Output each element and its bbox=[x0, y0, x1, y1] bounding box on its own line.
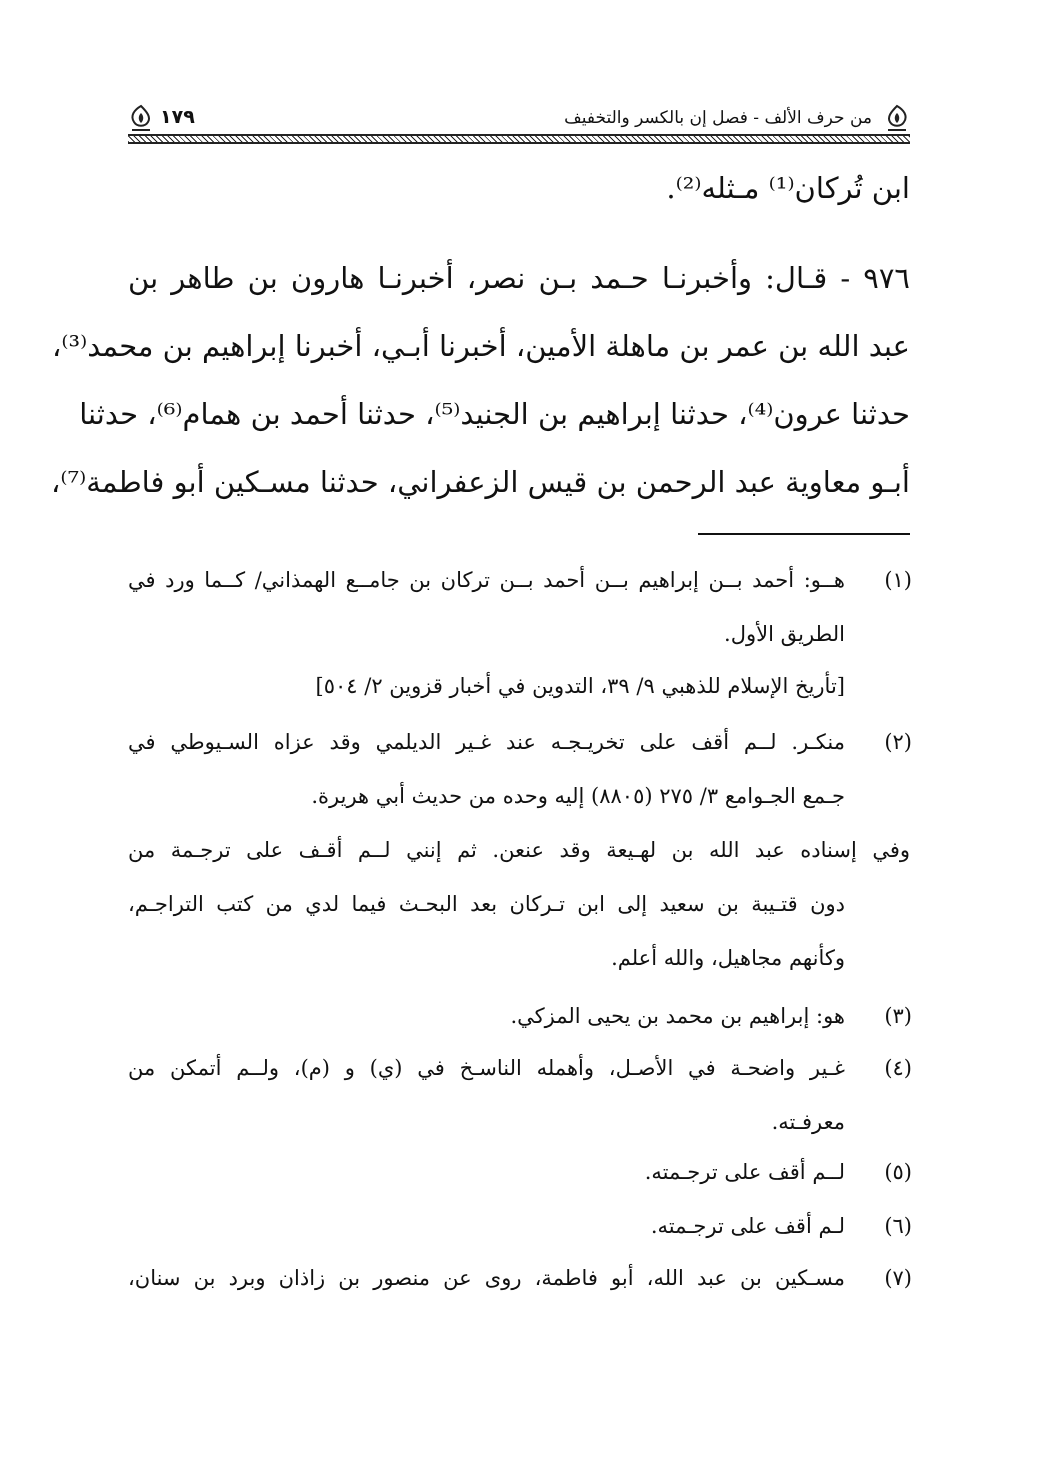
text-line: ابن تُركان⁽¹⁾ مـثله⁽²⁾. bbox=[666, 171, 910, 205]
footnote-line: دون قتـيبة بن سعيد إلى ابن تـركان بعد البحـث فيما لدي من كتب التراجـم، bbox=[128, 892, 845, 916]
footnote-marker: (٣) bbox=[884, 1004, 912, 1028]
footnote-line: لـم أقف على ترجـمته. bbox=[650, 1214, 845, 1238]
text-line: أبـو معاوية عبد الرحمن بن قيس الزعفراني، حدثنا مسـكين أبو فاطمة⁽⁷⁾، bbox=[51, 465, 910, 499]
footnote-line: الطريق الأول. bbox=[724, 622, 845, 646]
header-rule bbox=[128, 134, 910, 144]
text-line: ٩٧٦ - قـال: وأخبرنـا حـمد بـن نصر، أخبرنـا هارون بن طاهر بن bbox=[128, 261, 910, 295]
ornament-icon bbox=[128, 104, 154, 134]
footnote-line: هو: إبراهيم بن محمد بن يحيى المزكي. bbox=[510, 1004, 845, 1028]
footnote-separator bbox=[698, 533, 910, 535]
footnote-line: مسـكين بن عبد الله، أبو فاطمة، روى عن منصور بن زاذان وبرد بن سنان، bbox=[128, 1266, 845, 1290]
running-header bbox=[128, 104, 910, 148]
footnote-marker: (٧) bbox=[884, 1266, 912, 1290]
footnote-marker: (٦) bbox=[884, 1214, 912, 1238]
page-number: ١٧٩ bbox=[160, 106, 195, 128]
text-line: عبد الله بن عمر بن ماهلة الأمين، أخبرنا أبـي، أخبرنا إبراهيم بن محمد⁽³⁾، bbox=[51, 329, 910, 363]
footnote-line: جـمع الجـوامع ٣/ ٢٧٥ (٨٨٠٥) إليه وحده من حديث أبي هريرة. bbox=[311, 784, 845, 808]
footnote-line: وكأنهم مجاهيل، والله أعلم. bbox=[611, 946, 845, 970]
text-line: حدثنا عرون⁽⁴⁾، حدثنا إبراهيم بن الجنيد⁽⁵⁾، حدثنا أحمد بن همام⁽⁶⁾، حدثنا bbox=[79, 397, 910, 431]
ornament-icon bbox=[884, 104, 910, 134]
footnote-line: لــم أقف على ترجـمته. bbox=[644, 1160, 845, 1184]
footnote-marker: (٢) bbox=[884, 730, 912, 754]
footnote-line: غـير واضحـة في الأصـل، وأهمله الناسـخ في (ي) و (م)، ولــم أتمكن من bbox=[128, 1056, 845, 1080]
footnote-line: هــو: أحمد بــن إبراهيم بــن أحمد بــن تركان بن جامــع الهمذاني/ كــما ورد في bbox=[128, 568, 845, 592]
footnote-line: وفي إسناده عبد الله بن لهـيعة وقد عنعن. ثم إنني لــم أقـف على ترجـمة من bbox=[128, 838, 910, 862]
footnote-marker: (١) bbox=[884, 568, 912, 592]
header-title: من حرف الألف - فصل إن بالكسر والتخفيف bbox=[564, 108, 872, 128]
footnote-marker: (٥) bbox=[884, 1160, 912, 1184]
footnote-line: معرفـته. bbox=[771, 1110, 845, 1134]
footnote-marker: (٤) bbox=[884, 1056, 912, 1080]
footnote-line: منكـر. لــم أقف على تخريـجـه عند غـير الديلمي وقد عزاه السـيوطي في bbox=[128, 730, 845, 754]
footnote-line: [تأريخ الإسلام للذهبي ٩/ ٣٩، التدوين في أخبار قزوين ٢/ ٥٠٤] bbox=[315, 674, 845, 698]
